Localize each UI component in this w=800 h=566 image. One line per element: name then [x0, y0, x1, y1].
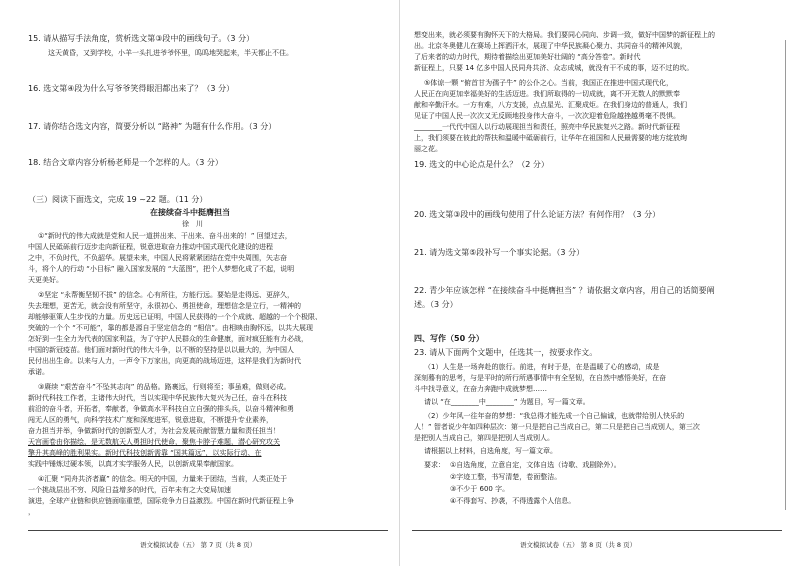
paragraph-5-line: 上，我们须要在彼此的帮扶和温暖中砥砺前行，让华年在祖国和人民最需要的地方绽放绚 — [414, 134, 687, 142]
requirement-item: ④不得套写、抄袭，不得透露个人信息。 — [450, 497, 576, 505]
paragraph-4-line: 一个挑战层出不穷、风险日益增多的时代，百年未有之大变局加速 — [28, 486, 231, 494]
paragraph-1-line: ①“新时代的伟大成就是党和人民一道拼出来、干出来、奋斗出来的！” 回望过去， — [38, 232, 292, 240]
paragraph-5-line: 见证了中国人民一次次又无反顾地投身伟大奋斗，一次次迎着危险越挫越勇毫不畏惧。 — [414, 112, 680, 120]
question-16: 16. 选文第④段为什么写爷爷笑得眼泪都出来了？（3 分） — [28, 84, 235, 93]
paragraph-2-line: 突破的一个个 “不可能”，靠的都是源自于坚定信念的 “相信”。由相映由胸怀远，以共大展现 — [28, 324, 313, 332]
paragraph-1-line: 中国人民砥砾前行迈步走向新征程，锐意进取奋力推动中国式现代化建设的进程 — [28, 243, 273, 251]
section-3-heading: （三）阅读下面选文，完成 19 ~22 题。（11 分） — [28, 195, 208, 204]
paragraph-3-underlined-line: 擎升其高峰的胜利果实。新时代科技创新需靠 “国其篇远”，以实际行动、在 — [28, 449, 262, 457]
page-footer: 语文模拟试卷（五） 第 8 页（共 8 页） — [520, 541, 637, 549]
prompt-1-line: 深刻蓦有的思考，与是平时的所行所遇事情中有全坚韧，在自然中感悟美好，在奋 — [414, 374, 666, 382]
paragraph-5-line: ________一代代中国人以行动展现担当和责任，照亮中华民族复兴之路。新时代新征程 — [414, 123, 680, 131]
requirement-item: ③不少于 600 字。 — [450, 485, 510, 493]
paragraph-3-line: 实践中锤炼过硬本领，以真才实学服务人民，以创新成果奉献国家。 — [28, 460, 238, 468]
question-17: 17. 请你结合选文内容，简要分析以 “路神” 为题有什么作用。（3 分） — [28, 122, 277, 131]
paragraph-1-line: 斗，将个人的行动 “小目标” 融入国家发展的 “大蓝图”，把个人梦想化成了不起，说明 — [28, 265, 295, 273]
paragraph-3-underlined-line: 天宫画卷由你描绘，是无数航天人勇担时代使命，聚焦卡脖子难题，潜心研究攻关 — [28, 438, 280, 446]
writing-section-heading: 四、写作（50 分） — [414, 334, 484, 343]
paragraph-1-line: 之中，不负时代，不负韶华。展望未来，中国人民将紧紧团结在党中央周围，矢志奋 — [28, 254, 287, 262]
requirement-item: ①自选角度，立意自定，文体自选（诗歌、戏剧除外）。 — [450, 461, 621, 469]
essay-author: 徐 川 — [182, 220, 203, 228]
paragraph-4-continued-line: 想变出来，就必须要有胸怀天下的大格局。我们要同心同向、步调一致，做好中国梦的新征程上的 — [414, 31, 715, 39]
paragraph-2-line: ②坚定 “永帮衡坚韧不拔” 的信念。心有所往，方能行远。要始是走得远、更辞久， — [38, 291, 294, 299]
paragraph-3-line: ③赓续 “艰苦奋斗”不坠其志向” 的品格。路裏远，行则将至；事虽难，做则必成。 — [38, 383, 291, 391]
paragraph-4-line: ④汇聚 “同舟共济者赢” 的信念。明天的中国，力量来于团结，当前，人类正处于 — [38, 475, 287, 483]
paragraph-5-line: 丽之花。 — [414, 145, 442, 153]
question-18: 18. 结合文章内容分析杨老师是一个怎样的人。（3 分） — [28, 158, 223, 167]
paragraph-2-line: 失去理想，更苦无，就会没有所坚守，永很初心、勇担使命，理想信念是立行，一精神的 — [28, 302, 301, 310]
page-footer: 语文模拟试卷（五） 第 7 页（共 8 页） — [140, 541, 257, 549]
prompt-1-title-instruction: 请以 “在________中________” 为题目，写一篇文章。 — [424, 398, 590, 406]
requirement-item: ②字迹工整，书写清楚，卷面整洁。 — [450, 473, 562, 481]
paragraph-3-line: 闯无人区的勇气，向科学技术广度和深度进军，锐意进取，不断提升专业素养， — [28, 416, 273, 424]
paragraph-3-line: 新时代科技工作者，主诸伟大时代，当以实现中华民族伟大复兴为己任，奋斗在科技 — [28, 394, 287, 402]
prompt-2-line: 是把别人当成自己，第四是把别人当成别人。 — [414, 434, 554, 442]
paragraph-3-line: 前沿的奋斗者，开拓者，奉献者，争做高水平科技自立自强的排头兵，以奋斗精神和勇 — [28, 405, 294, 413]
requirements-label: 要求： — [424, 461, 445, 469]
paragraph-2-line: 承诺。 — [28, 368, 49, 376]
question-22: 22. 青少年应该怎样 “在接续奋斗中挺膺担当” ？请依据文章内容，用自己的话简要阐 — [414, 286, 715, 295]
paragraph-1-line: 天更美好。 — [28, 276, 63, 284]
question-15: 15. 请从描写手法角度，赏析选文第③段中的画线句子。（3 分） — [28, 34, 255, 43]
binding-margin-line — [785, 40, 786, 510]
question-20: 20. 选文第③段中的画线句使用了什么论证方法？有何作用？（3 分） — [414, 210, 661, 219]
prompt-1-line: （1）人生是一场奔赴的旅行。前进，有时于是，在是温暖了心的感动，成是 — [424, 363, 660, 371]
footer-rule — [412, 530, 782, 531]
paragraph-2-line: 却能够驱策人生步伐的力量。历史远已证明，中国人民获得的一个个成就、超越的一个个极限、 — [28, 313, 322, 321]
paragraph-2-line: 民付出出生命。以来与人力，一声令下万家出，向更高的战场迈进，这样是我们为新时代 — [28, 357, 301, 365]
question-21: 21. 请为选文第⑤段补写一个事实论据。（3 分） — [414, 248, 585, 257]
question-19: 19. 选文的中心论点是什么？（2 分） — [414, 160, 549, 169]
paragraph-4-continued-line: 新征程上，只要 14 亿多中国人民同舟共济、众志成城，就没有干不成的事，迈不过的坎。 — [414, 64, 694, 72]
paragraph-5-line: 献和辛勤汗水。一方有难，八方支援，点点星光、汇聚成炬。在我们身边的普通人，我们 — [414, 101, 687, 109]
prompt-1-line: 斗中找寻意义，在奋力奔跑中成就梦想…… — [414, 385, 547, 393]
prompt-2-instruction: 请根据以上材料，自选角度，写一篇文章。 — [424, 447, 557, 455]
essay-title: 在接续奋斗中挺膺担当 — [150, 208, 230, 217]
paragraph-5-line: ⑤体谅一颗 “俯首甘为孺子牛” 的公仆之心。当前，我国正在推进中国式现代化， — [424, 79, 673, 87]
paragraph-4-line: 演进，全球产业链和供应链面临重塑，国际竞争力日益激烈。中国在新时代新征程上争 — [28, 497, 294, 505]
paragraph-3-line: 奋力担当并举，争做新时代的创新型人才，为社会发展贡献智慧力量和责任担当！ — [28, 427, 280, 435]
question-23: 23. 请从下面两个文题中，任选其一，按要求作文。 — [414, 348, 598, 357]
paragraph-5-line: 人民正在向更加幸福美好的生活迈进。我们所取得的一切成就，离不开无数人的默默奉 — [414, 90, 680, 98]
paragraph-4-continued-line: 出。北京冬奥健儿在赛场上挥洒汗水，展现了中华民族凝心聚力、共同奋斗的精神风貌， — [414, 42, 687, 50]
prompt-2-line: 人！” 智者说少年如四种层次：第一只是把自己当成自己，第二只是把自己当成别人，第三次 — [414, 423, 700, 431]
page-8 — [400, 0, 800, 566]
question-22-continued: 述。（3 分） — [414, 300, 458, 309]
question-15-quote: 这天黄昏，又到学校，小羊一头扎进爷爷怀里，呜呜地哭起来，半天都止不住。 — [48, 49, 293, 57]
paragraph-2-line: 中国的新冠疫苗。他们面对新时代的伟大斗争，以不断的坚持是以以最大的，为中国人 — [28, 346, 294, 354]
paragraph-4-line: ， — [28, 508, 35, 516]
prompt-2-line: （2）少年风一往年奋的梦想：“我总得才能先成一个自己偏诚，也就带给别人快乐的 — [424, 412, 685, 420]
paragraph-2-line: 怎好到一生全力为代表的国家利益，为了守护人民群众的生命健康，面对疯狂能有力必战， — [28, 335, 308, 343]
paragraph-4-continued-line: 了后来者的动力时代，期待着描绘出更加美好壮阔的 “高分答卷”。新时代 — [414, 53, 641, 61]
footer-rule — [28, 530, 388, 531]
